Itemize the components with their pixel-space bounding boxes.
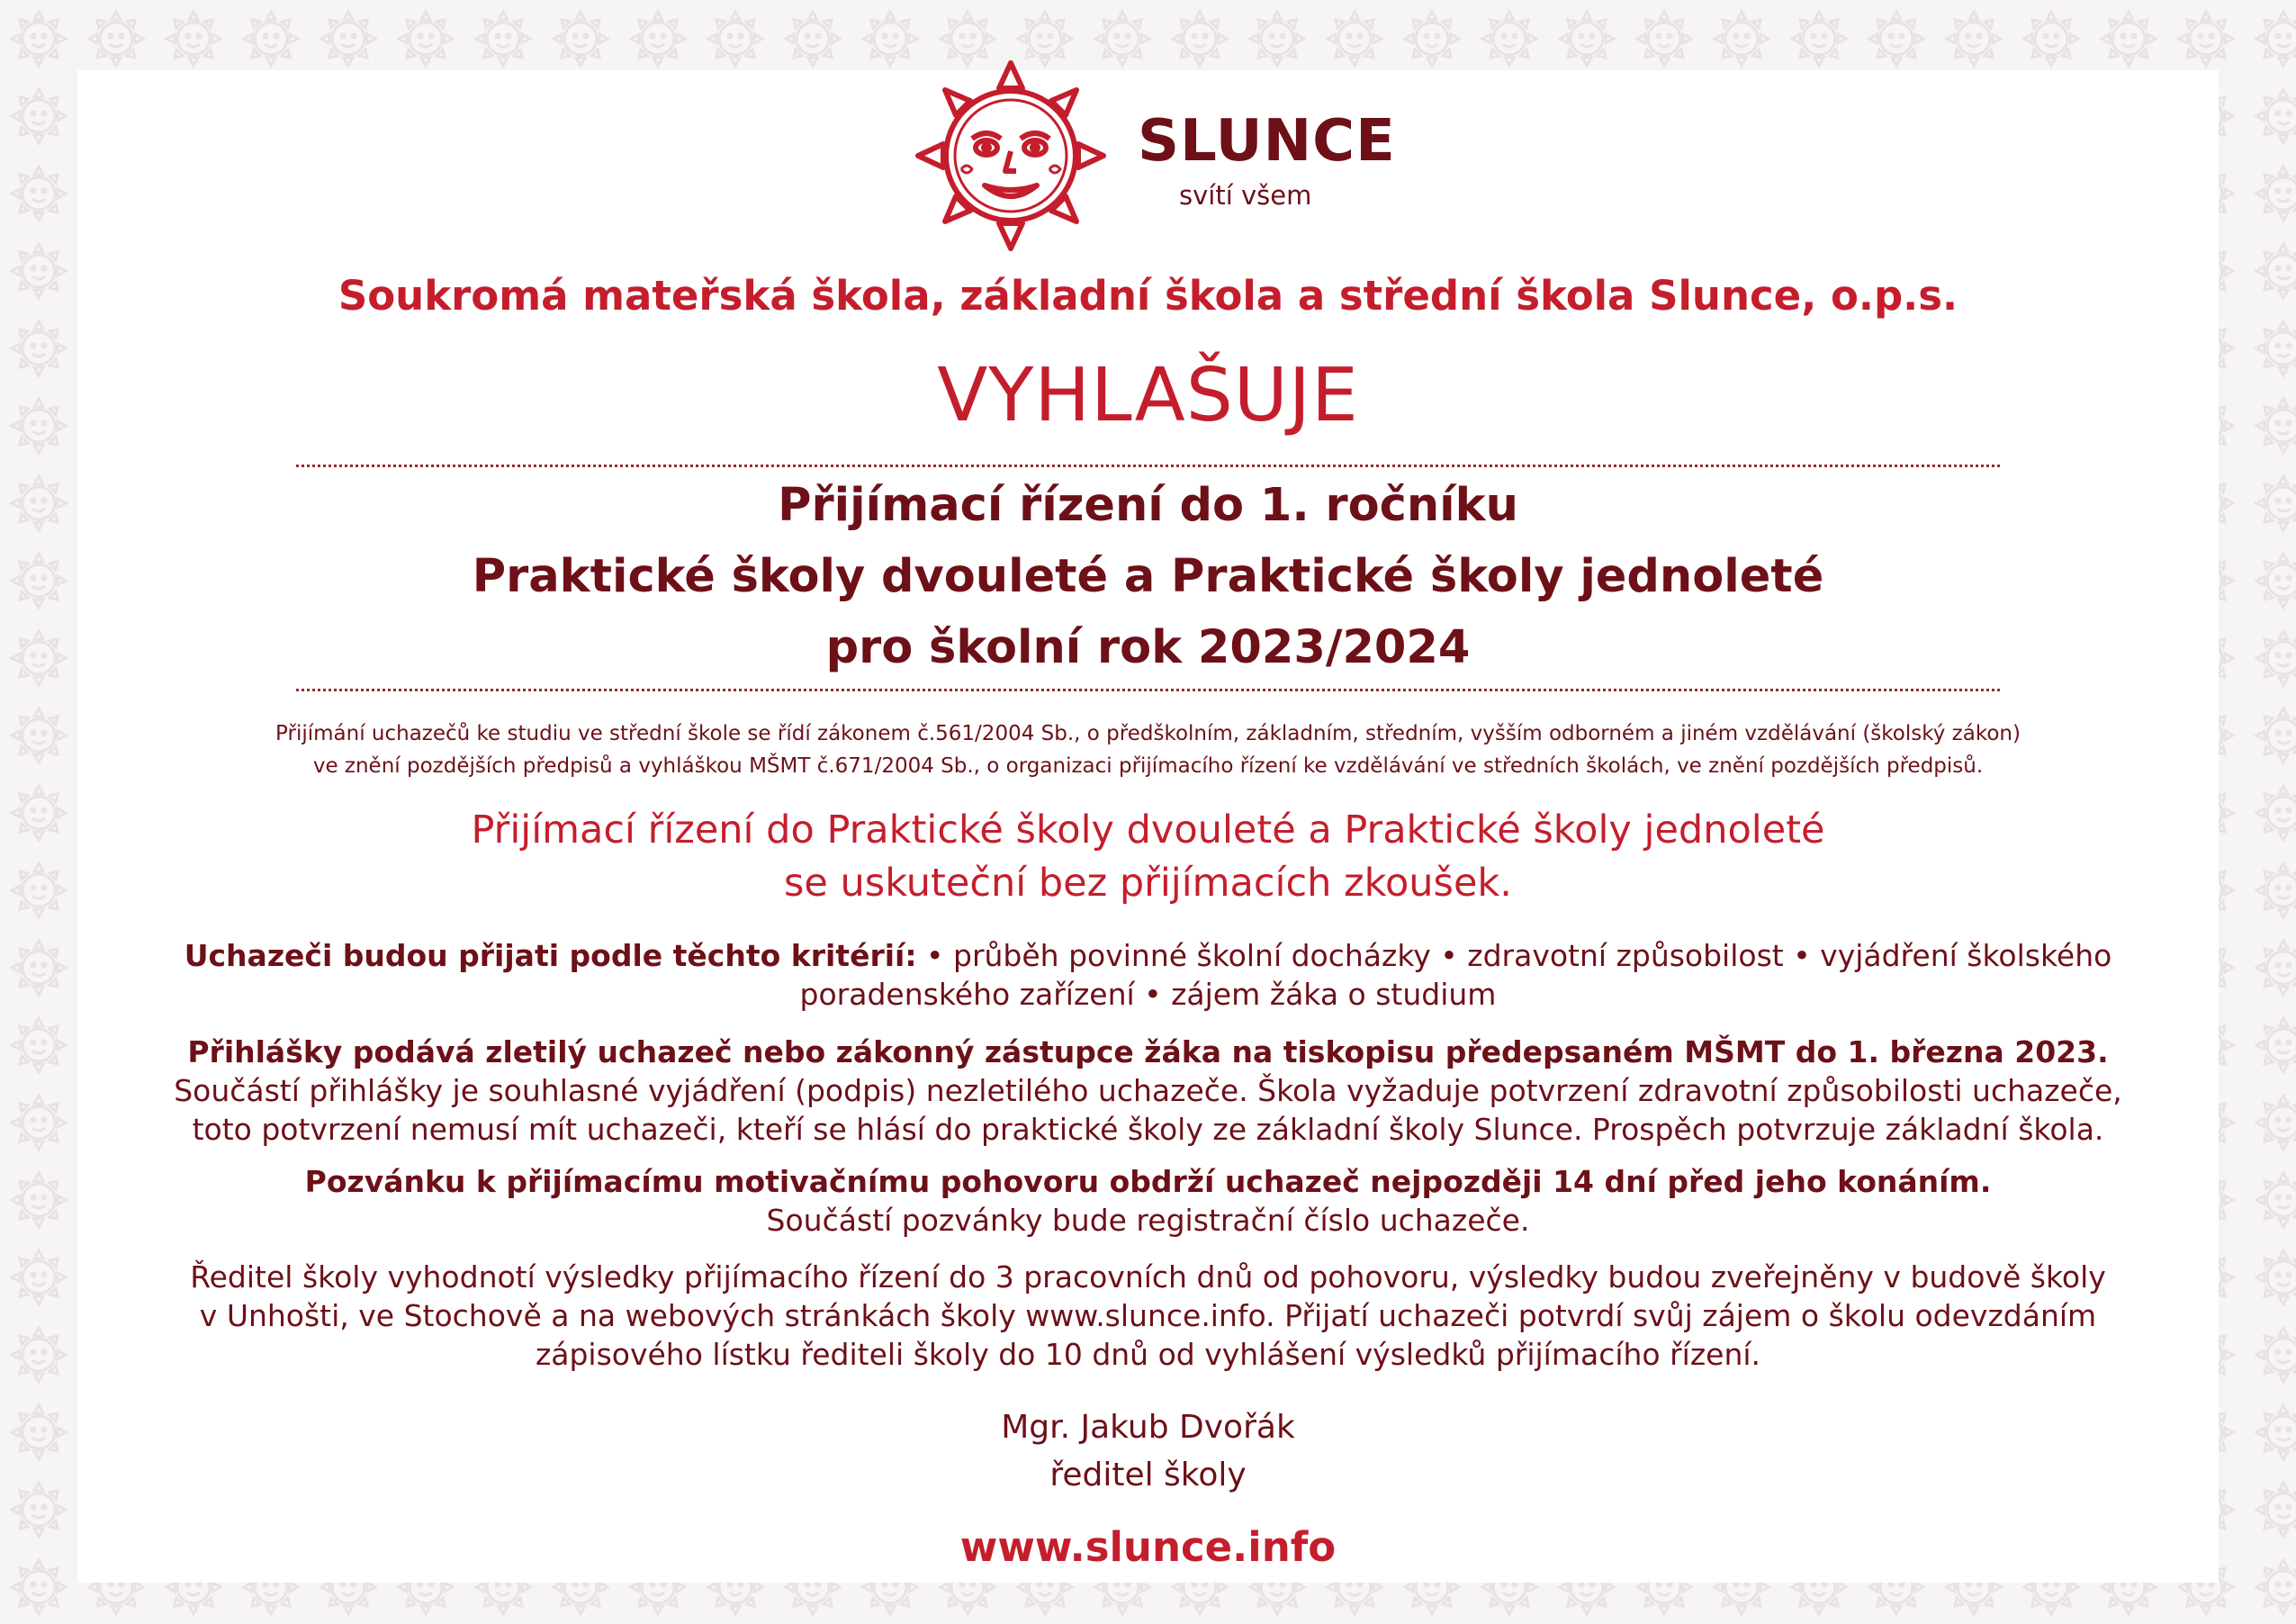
dotted-divider-top [296,465,2000,467]
invitation-bold: Pozvánku k přijímacímu motivačnímu pohovoru obdrží uchazeč nejpozději 14 dní před jeho konáním. [304,1164,1992,1199]
application-line-3: toto potvrzení nemusí mít uchazeči, kteří se hlásí do praktické školy ze základní školy Slunce. Prospěch potvrzuje základní škola. [192,1112,2104,1147]
criteria-line-1 [0,937,2296,975]
title-line-2: Praktické školy dvouleté a Praktické školy jednoleté [472,550,1824,603]
signature-name: Mgr. Jakub Dvořák [1001,1409,1295,1446]
legal-line-2: ve znění pozdějších předpisů a vyhláškou MŠMT č.671/2004 Sb., o organizaci přijímacího řízení ke vzdělávání ve středních školách, ve znění pozdějších předpisů. [312,754,1984,778]
signature-role: ředitel školy [1049,1457,1247,1493]
sun-face-icon [907,52,1114,259]
brand-name: SLUNCE [1138,108,1396,175]
school-name: Soukromá mateřská škola, základní škola a střední škola Slunce, o.p.s. [338,272,1958,320]
title-line-1: Přijímací řízení do 1. ročníku [778,479,1518,532]
results-line-3: zápisového lístku řediteli školy do 10 dnů od vyhlášení výsledků přijímacího řízení. [535,1337,1761,1372]
highlight-line-1: Přijímací řízení do Praktické školy dvouleté a Praktické školy jednoleté [471,807,1825,853]
criteria-items: • průběh povinné školní docházky • zdravotní způsobilost • vyjádření školského [916,938,2112,973]
highlight-line-2: se uskuteční bez přijímacích zkoušek. [784,861,1512,906]
results-line-2: v Unhošti, ve Stochově a na webových stránkách školy www.slunce.info. Přijatí uchazeči potvrdí svůj zájem o školu odevzdáním [199,1298,2097,1333]
announce-heading: VYHLAŠUJE [937,353,1359,438]
invitation-line-2: Součástí pozvánky bude registrační číslo uchazeče. [766,1203,1530,1238]
criteria-lead: Uchazeči budou přijati podle těchto kritérií: [184,938,917,973]
dotted-divider-bottom [296,689,2000,691]
brand-tagline: svítí všem [1179,180,1312,211]
title-line-3: pro školní rok 2023/2024 [825,621,1471,674]
legal-line-1: Přijímání uchazečů ke studiu ve střední škole se řídí zákonem č.561/2004 Sb., o předškolním, základním, středním, vyšším odborném a jiném vzdělávání (školský zákon) [275,722,2021,745]
footer-website-link[interactable]: www.slunce.info [959,1523,1337,1571]
criteria-line-2: poradenského zařízení • zájem žáka o studium [799,977,1497,1012]
results-line-1: Ředitel školy vyhodnotí výsledky přijímacího řízení do 3 pracovních dnů od pohovoru, výsledky budou zveřejněny v budově školy [190,1259,2106,1295]
application-bold: Přihlášky podává zletilý uchazeč nebo zákonný zástupce žáka na tiskopisu předepsaném MŠMT do 1. března 2023. [187,1034,2109,1069]
application-line-2: Součástí přihlášky je souhlasné vyjádření (podpis) nezletilého uchazeče. Škola vyžaduje potvrzení zdravotní způsobilosti uchazeče, [174,1073,2122,1108]
